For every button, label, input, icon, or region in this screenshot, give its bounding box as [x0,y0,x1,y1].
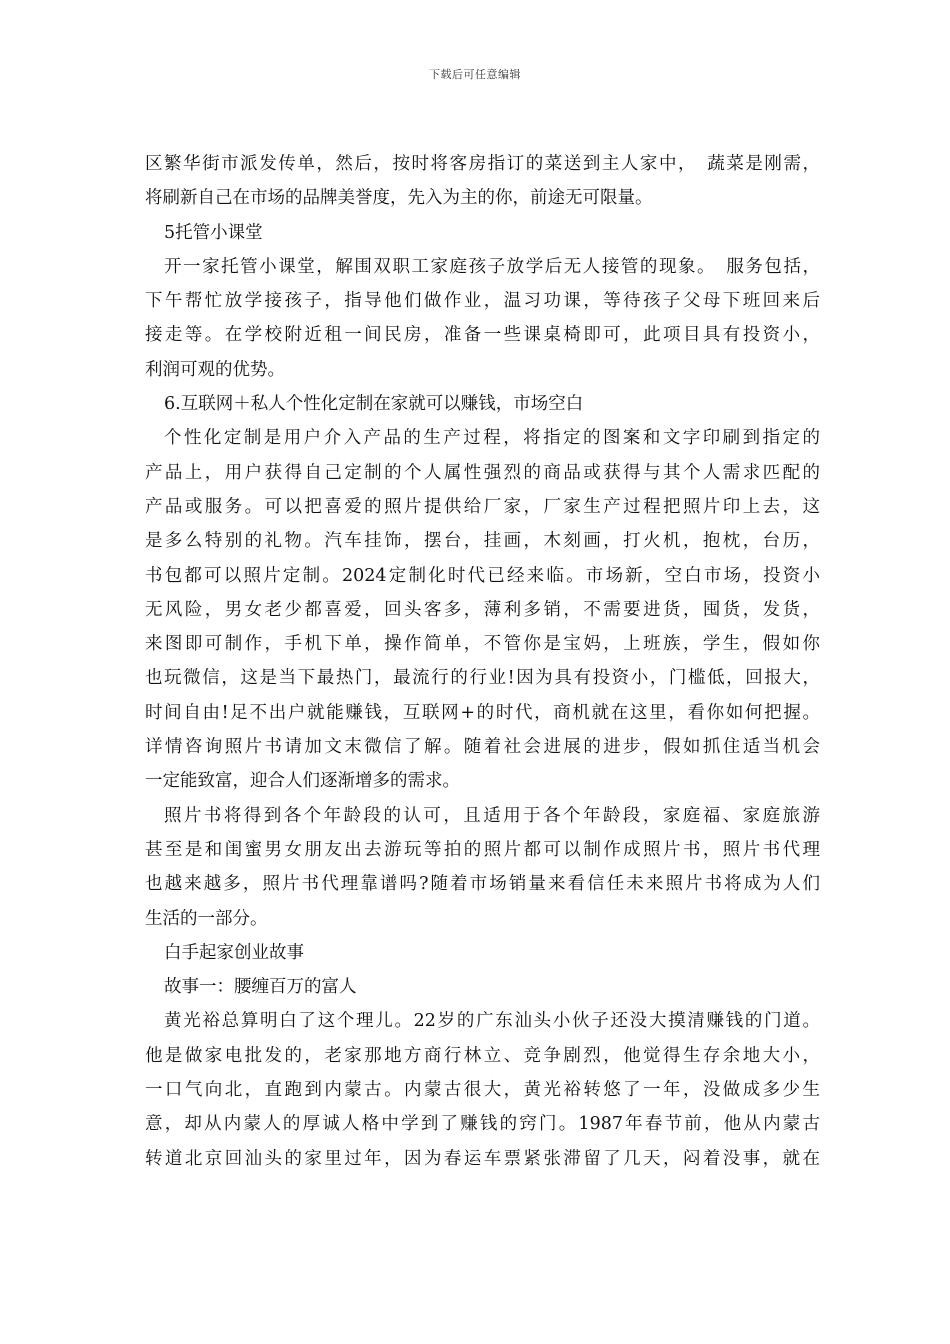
page-header: 下载后可任意编辑 [429,68,521,81]
text-line: 产品或服务。可以把喜爱的照片提供给厂家，厂家生产过程把照片印上去，这 [145,496,820,517]
text-line: 无风险，男女老少都喜爱，回头客多，薄利多销，不需要进货，囤货，发货， [145,599,820,620]
text-line: 下午帮忙放学接孩子，指导他们做作业，温习功课，等待孩子父母下班回来后 [145,291,820,312]
text-line: 一定能致富，迎合人们逐渐增多的需求。 [145,771,460,792]
text-line: 一口气向北，直跑到内蒙古。内蒙古很大，黄光裕转悠了一年，没做成多少生 [145,1080,820,1101]
text-line: 照片书将得到各个年龄段的认可，且适用于各个年龄段，家庭福、家庭旅游 [164,805,820,826]
text-line: 产品上，用户获得自己定制的个人属性强烈的商品或获得与其个人需求匹配的 [145,462,820,483]
text-line: 6.互联网＋私人个性化定制在家就可以赚钱，市场空白 [164,394,584,415]
text-line: 转道北京回汕头的家里过年，因为春运车票紧张滞留了几天，闷着没事，就在 [145,1148,820,1169]
text-line: 接走等。在学校附近租一间民房，准备一些课桌椅即可，此项目具有投资小， [145,325,820,346]
text-line: 也玩微信，这是当下最热门，最流行的行业!因为具有投资小，门槛低，回报大， [145,668,820,689]
text-line: 将刷新自己在市场的品牌美誉度，先入为主的你，前途无可限量。 [145,188,653,209]
text-line: 甚至是和闺蜜男女朋友出去游玩等拍的照片都可以制作成照片书，照片书代理 [145,839,820,860]
text-line: 书包都可以照片定制。2024定制化时代已经来临。市场新，空白市场，投资小 [145,565,820,586]
text-line: 黄光裕总算明白了这个理儿。22岁的广东汕头小伙子还没大摸清赚钱的门道。 [164,1011,820,1032]
text-line: 故事一：腰缠百万的富人 [164,977,357,998]
text-line: 也越来越多，照片书代理靠谱吗?随着市场销量来看信任未来照片书将成为人们 [145,874,820,895]
text-line: 区繁华街市派发传单，然后，按时将客房指订的菜送到主人家中， 蔬菜是刚需， [145,154,820,174]
text-line: 他是做家电批发的，老家那地方商行林立、竞争剧烈，他觉得生存余地大小， [145,1045,820,1066]
text-line: 是多么特别的礼物。汽车挂饰，摆台，挂画，木刻画，打火机，抱枕，台历， [145,531,820,552]
text-line: 个性化定制是用户介入产品的生产过程，将指定的图案和文字印刷到指定的 [164,428,820,449]
text-line: 生活的一部分。 [145,908,268,929]
text-line: 来图即可制作，手机下单，操作简单，不管你是宝妈，上班族，学生，假如你 [145,634,820,655]
text-line: 5托管小课堂 [164,222,263,243]
text-line: 详情咨询照片书请加文末微信了解。随着社会进展的进步，假如抓住适当机会 [145,737,820,758]
text-line: 利润可观的优势。 [145,359,285,380]
text-line: 白手起家创业故事 [164,942,304,963]
text-line: 开一家托管小课堂，解围双职工家庭孩子放学后无人接管的现象。 服务包括， [164,256,820,277]
text-line: 时间自由!足不出户就能赚钱，互联网+的时代，商机就在这里，看你如何把握。 [145,702,820,723]
text-line: 意，却从内蒙人的厚诚人格中学到了赚钱的窍门。1987年春节前，他从内蒙古 [145,1114,820,1135]
document-body [145,147,820,1176]
